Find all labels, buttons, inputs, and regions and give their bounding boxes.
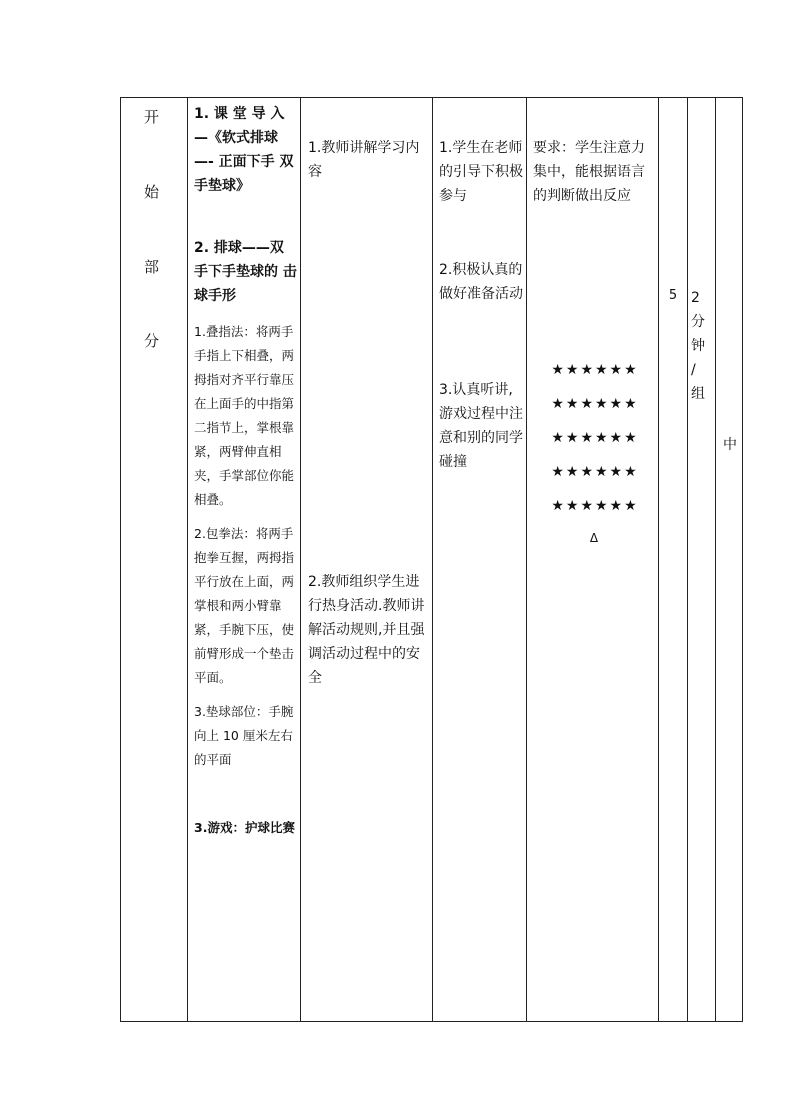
content-paragraph: 2.包拳法：将两手抱拳互握，两拇指平行放在上面，两掌根和两小臂靠紧，手腕下压，使前臂形成一个垫击平面。 xyxy=(194,526,295,685)
column-divider xyxy=(432,98,433,1021)
time-char: / xyxy=(691,362,696,378)
content-cell xyxy=(194,102,298,840)
stage-char: 分 xyxy=(143,332,159,350)
column-divider xyxy=(687,98,688,1021)
time-char: 2 xyxy=(691,290,700,306)
content-heading: 2. 排球——双 手下手垫球的 击球手形 xyxy=(194,240,297,304)
stage-char: 部 xyxy=(143,258,159,276)
content-paragraph: 1.叠指法：将两手手指上下相叠，两拇指对齐平行靠压在上面手的中指第二指节上，掌根靠紧，两臂伸直相夹，手掌部位你能相叠。 xyxy=(194,324,295,507)
content-paragraph: 3.垫球部位：手腕向上 10 厘米左右的平面 xyxy=(194,704,294,767)
student-activity: 2.积极认真的做好准备活动 xyxy=(439,262,523,302)
time-char: 钟 xyxy=(691,338,705,354)
teacher-mark: Δ xyxy=(589,531,601,545)
teacher-activity: 2.教师组织学生进行热身活动.教师讲解活动规则,并且强调活动过程中的安全 xyxy=(308,574,425,686)
student-row: ★★★★★★ xyxy=(551,430,639,446)
column-divider xyxy=(526,98,527,1021)
student-row: ★★★★★★ xyxy=(551,362,639,378)
lesson-plan-table xyxy=(120,97,743,1022)
teacher-activity: 1.教师讲解学习内容 xyxy=(308,140,420,180)
time-char: 分 xyxy=(691,314,705,330)
content-heading: 3.游戏：护球比赛 xyxy=(194,820,295,835)
formation-diagram xyxy=(533,353,657,553)
student-activity: 3.认真听讲,游戏过程中注意和别的同学碰撞 xyxy=(439,382,523,470)
student-row: ★★★★★★ xyxy=(551,498,639,514)
column-divider xyxy=(658,98,659,1021)
count-cell: 5 xyxy=(668,288,678,303)
column-divider xyxy=(300,98,301,1021)
column-divider xyxy=(187,98,188,1021)
content-heading: 1. 课 堂 导 入 —《软式排球 —- 正面下手 双手垫球》 xyxy=(194,106,294,194)
stage-char: 开 xyxy=(143,108,159,126)
time-char: 组 xyxy=(691,386,705,402)
organization-requirement: 要求：学生注意力集中，能根据语言的判断做出反应 xyxy=(533,140,645,204)
student-row: ★★★★★★ xyxy=(551,464,639,480)
student-row: ★★★★★★ xyxy=(551,396,639,412)
student-activity: 1.学生在老师的引导下积极参与 xyxy=(439,140,523,204)
time-cell xyxy=(691,286,715,406)
intensity-cell: 中 xyxy=(723,437,737,453)
stage-char: 始 xyxy=(143,183,159,201)
column-divider xyxy=(715,98,716,1021)
